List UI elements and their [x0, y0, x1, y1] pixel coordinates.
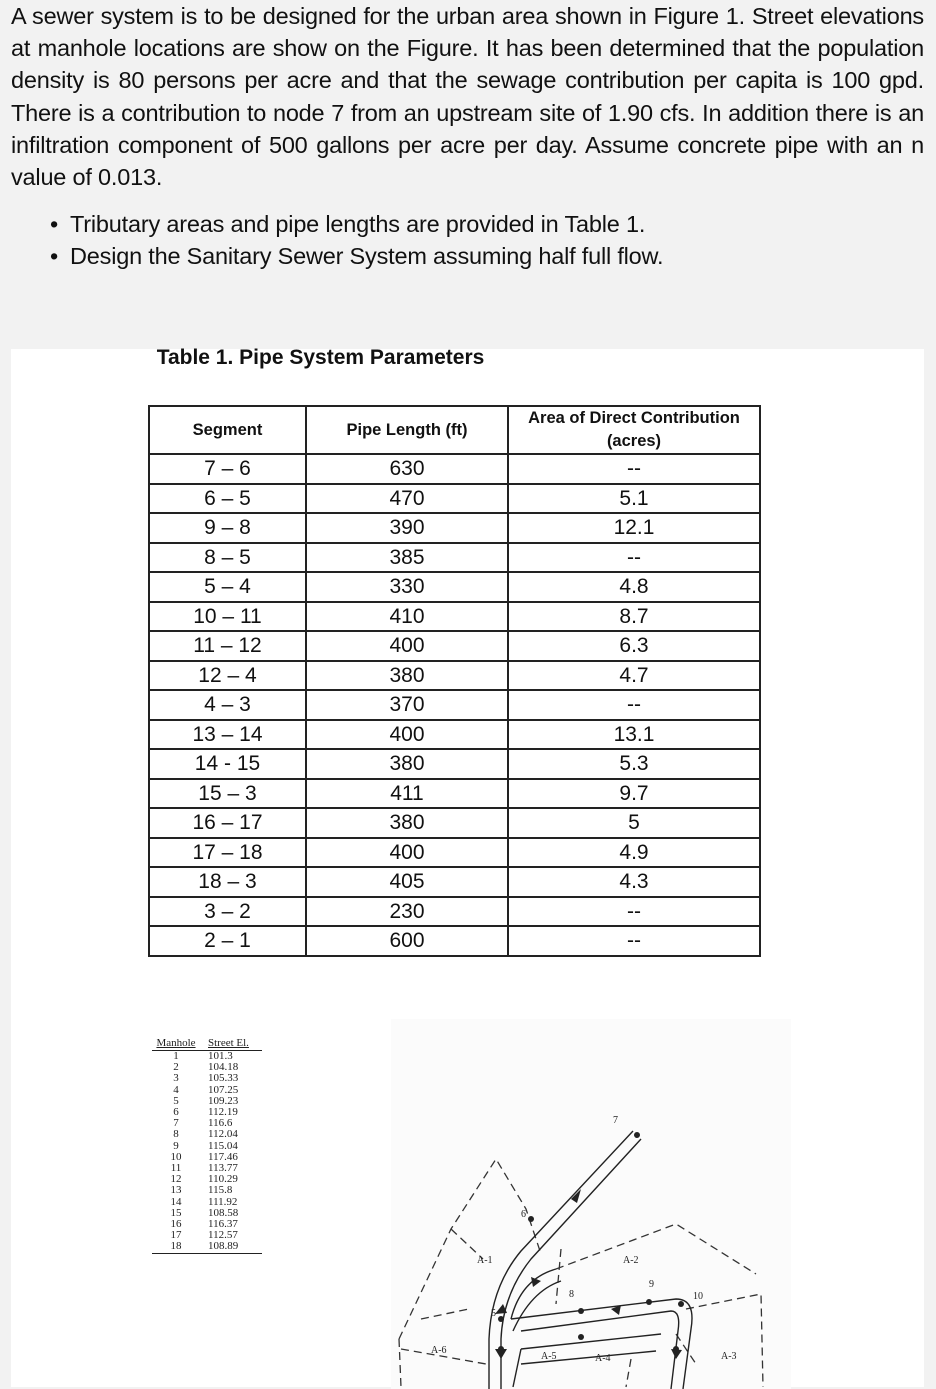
instruction-list: [50, 208, 663, 272]
table-row: [152, 1230, 262, 1241]
table-row: [152, 1107, 262, 1118]
pipe-parameters-table: [148, 405, 761, 957]
manhole-number: 3: [173, 1072, 179, 1085]
table-row: [149, 720, 760, 750]
pipe-length-cell: 230: [306, 897, 508, 927]
node-label: 7: [613, 1115, 618, 1126]
segment-cell: 11 – 12: [149, 631, 306, 661]
area-cell: 9.7: [508, 779, 760, 809]
table-row: [149, 513, 760, 543]
manhole-number: 6: [173, 1106, 179, 1119]
manhole-number: 2: [173, 1061, 179, 1074]
street-elevation: 112.19: [208, 1106, 238, 1119]
column-header-manhole: Manhole: [152, 1037, 200, 1051]
pipe-length-cell: 410: [306, 602, 508, 632]
manhole-number: 14: [170, 1195, 182, 1208]
table-row: [149, 808, 760, 838]
figure-panel: [11, 346, 924, 1387]
table-row: [149, 926, 760, 956]
area-cell: --: [508, 543, 760, 573]
table-row: [152, 1051, 262, 1063]
table-row: [152, 1241, 262, 1253]
segment-cell: 10 – 11: [149, 602, 306, 632]
manhole-number: 7: [173, 1117, 179, 1130]
table-row: [149, 454, 760, 484]
manhole-number: 15: [170, 1206, 182, 1219]
segment-cell: 2 – 1: [149, 926, 306, 956]
table-row: [152, 1185, 262, 1196]
pipe-length-cell: 400: [306, 838, 508, 868]
street-elevation: 117.46: [208, 1150, 238, 1163]
pipe-length-cell: 385: [306, 543, 508, 573]
area-cell: --: [508, 897, 760, 927]
manhole-number: 9: [173, 1139, 179, 1152]
manhole-number: 12: [170, 1173, 182, 1186]
table-row: [149, 838, 760, 868]
manhole-elevation-table: [152, 1037, 262, 1254]
table-row: [152, 1163, 262, 1174]
pipe-length-cell: 380: [306, 808, 508, 838]
column-header-street-el: Street El.: [200, 1037, 262, 1051]
column-header-segment: Segment: [149, 406, 306, 454]
area-cell: 4.3: [508, 867, 760, 897]
segment-cell: 16 – 17: [149, 808, 306, 838]
list-item: • Design the Sanitary Sewer System assuming half full flow.: [50, 240, 663, 272]
pipe-length-cell: 470: [306, 484, 508, 514]
area-cell: 4.8: [508, 572, 760, 602]
street-elevation: 111.92: [208, 1195, 238, 1208]
pipe-length-cell: 400: [306, 631, 508, 661]
area-cell: --: [508, 690, 760, 720]
table-row: [149, 661, 760, 691]
segment-cell: 8 – 5: [149, 543, 306, 573]
column-header-pipe-length: Pipe Length (ft): [306, 406, 508, 454]
pipe-length-cell: 380: [306, 749, 508, 779]
manhole-number: 4: [173, 1083, 179, 1096]
table-row: [152, 1129, 262, 1140]
segment-cell: 9 – 8: [149, 513, 306, 543]
table-row: [149, 631, 760, 661]
street-elevation: 115.8: [208, 1184, 233, 1197]
table-row: [152, 1208, 262, 1219]
area-cell: --: [508, 454, 760, 484]
node-label: 9: [649, 1279, 654, 1290]
area-cell: 5.1: [508, 484, 760, 514]
street-elevation: 116.6: [208, 1117, 233, 1130]
street-elevation: 115.04: [208, 1139, 238, 1152]
table-row: [149, 572, 760, 602]
area-cell: 5.3: [508, 749, 760, 779]
segment-cell: 6 – 5: [149, 484, 306, 514]
segment-cell: 3 – 2: [149, 897, 306, 927]
area-label: A-3: [721, 1351, 737, 1362]
table-row: [149, 690, 760, 720]
segment-cell: 14 - 15: [149, 749, 306, 779]
column-header-area: Area of Direct Contribution (acres): [508, 406, 760, 454]
area-label: A-5: [541, 1351, 557, 1362]
manhole-number: 11: [170, 1162, 182, 1175]
pipe-length-cell: 411: [306, 779, 508, 809]
segment-cell: 12 – 4: [149, 661, 306, 691]
table-row: [152, 1174, 262, 1185]
street-elevation: 108.89: [200, 1241, 262, 1253]
segment-cell: 17 – 18: [149, 838, 306, 868]
manhole-number: 10: [170, 1150, 182, 1163]
node-label: 8: [569, 1289, 574, 1300]
table-row: [152, 1152, 262, 1163]
segment-cell: 15 – 3: [149, 779, 306, 809]
pipe-length-cell: 380: [306, 661, 508, 691]
street-elevation: 113.77: [208, 1162, 238, 1175]
street-elevation: 116.37: [208, 1218, 238, 1231]
pipe-length-cell: 630: [306, 454, 508, 484]
area-label: A-4: [595, 1353, 611, 1364]
segment-cell: 4 – 3: [149, 690, 306, 720]
table-row: [149, 897, 760, 927]
pipe-length-cell: 390: [306, 513, 508, 543]
manhole-number: 8: [173, 1128, 179, 1141]
table-row: [152, 1096, 262, 1107]
manhole-number: 18: [152, 1241, 200, 1253]
street-elevation: 104.18: [208, 1061, 239, 1074]
street-elevation: 109.23: [208, 1094, 239, 1107]
street-elevation: 101.3: [208, 1050, 233, 1062]
node-label: 10: [693, 1291, 703, 1302]
table-row: [152, 1118, 262, 1129]
manhole-number: 13: [170, 1184, 182, 1197]
street-elevation: 108.58: [208, 1206, 239, 1219]
street-elevation: 105.33: [208, 1072, 239, 1085]
pipe-length-cell: 405: [306, 867, 508, 897]
table-row: [149, 543, 760, 573]
manhole-number: 1: [173, 1050, 179, 1062]
street-elevation: 110.29: [208, 1173, 238, 1186]
table-row: [149, 602, 760, 632]
problem-statement: A sewer system is to be designed for the urban area shown in Figure 1. Street elevations at manhole locations are show on the Figure. It has been determined that the population density is 80 persons per acre and that the sewage contribution per capita is 100 gpd. There is a contribution to node 7 from an upstream site of 1.90 cfs. In addition there is an infiltration component of 500 gallons per acre per day. Assume concrete pipe with an n value of 0.013.: [11, 3, 924, 191]
area-label: A-6: [431, 1345, 447, 1356]
table-row: [152, 1062, 262, 1073]
segment-cell: 5 – 4: [149, 572, 306, 602]
node-label: 6: [521, 1209, 526, 1220]
table-header-row: [149, 406, 760, 454]
pipe-length-cell: 400: [306, 720, 508, 750]
table-title: Table 1. Pipe System Parameters: [156, 346, 485, 369]
table-row: [149, 484, 760, 514]
node-label: 5: [491, 1308, 496, 1319]
table-row: [149, 749, 760, 779]
area-cell: 13.1: [508, 720, 760, 750]
area-cell: 4.9: [508, 838, 760, 868]
table-row: [152, 1073, 262, 1084]
area-cell: 4.7: [508, 661, 760, 691]
area-cell: 5: [508, 808, 760, 838]
area-cell: 12.1: [508, 513, 760, 543]
pipe-length-cell: 600: [306, 926, 508, 956]
table-row: [152, 1085, 262, 1096]
street-elevation: 112.04: [208, 1128, 238, 1141]
segment-cell: 13 – 14: [149, 720, 306, 750]
table-row: [152, 1197, 262, 1208]
segment-cell: 7 – 6: [149, 454, 306, 484]
list-item: • Tributary areas and pipe lengths are provided in Table 1.: [50, 208, 663, 240]
area-label: A-2: [623, 1255, 639, 1266]
manhole-number: 16: [170, 1218, 182, 1231]
pipe-length-cell: 330: [306, 572, 508, 602]
table-row: [152, 1141, 262, 1152]
area-cell: 6.3: [508, 631, 760, 661]
manhole-number: 17: [170, 1229, 182, 1242]
area-cell: 8.7: [508, 602, 760, 632]
manhole-number: 5: [173, 1094, 179, 1107]
area-label: A-1: [477, 1255, 493, 1266]
sewer-network-map: [391, 1019, 791, 1389]
table-row: [149, 867, 760, 897]
street-elevation: 112.57: [208, 1229, 238, 1242]
area-cell: --: [508, 926, 760, 956]
table-row: [149, 779, 760, 809]
pipe-length-cell: 370: [306, 690, 508, 720]
street-elevation: 107.25: [208, 1083, 239, 1096]
table-row: [152, 1219, 262, 1230]
segment-cell: 18 – 3: [149, 867, 306, 897]
